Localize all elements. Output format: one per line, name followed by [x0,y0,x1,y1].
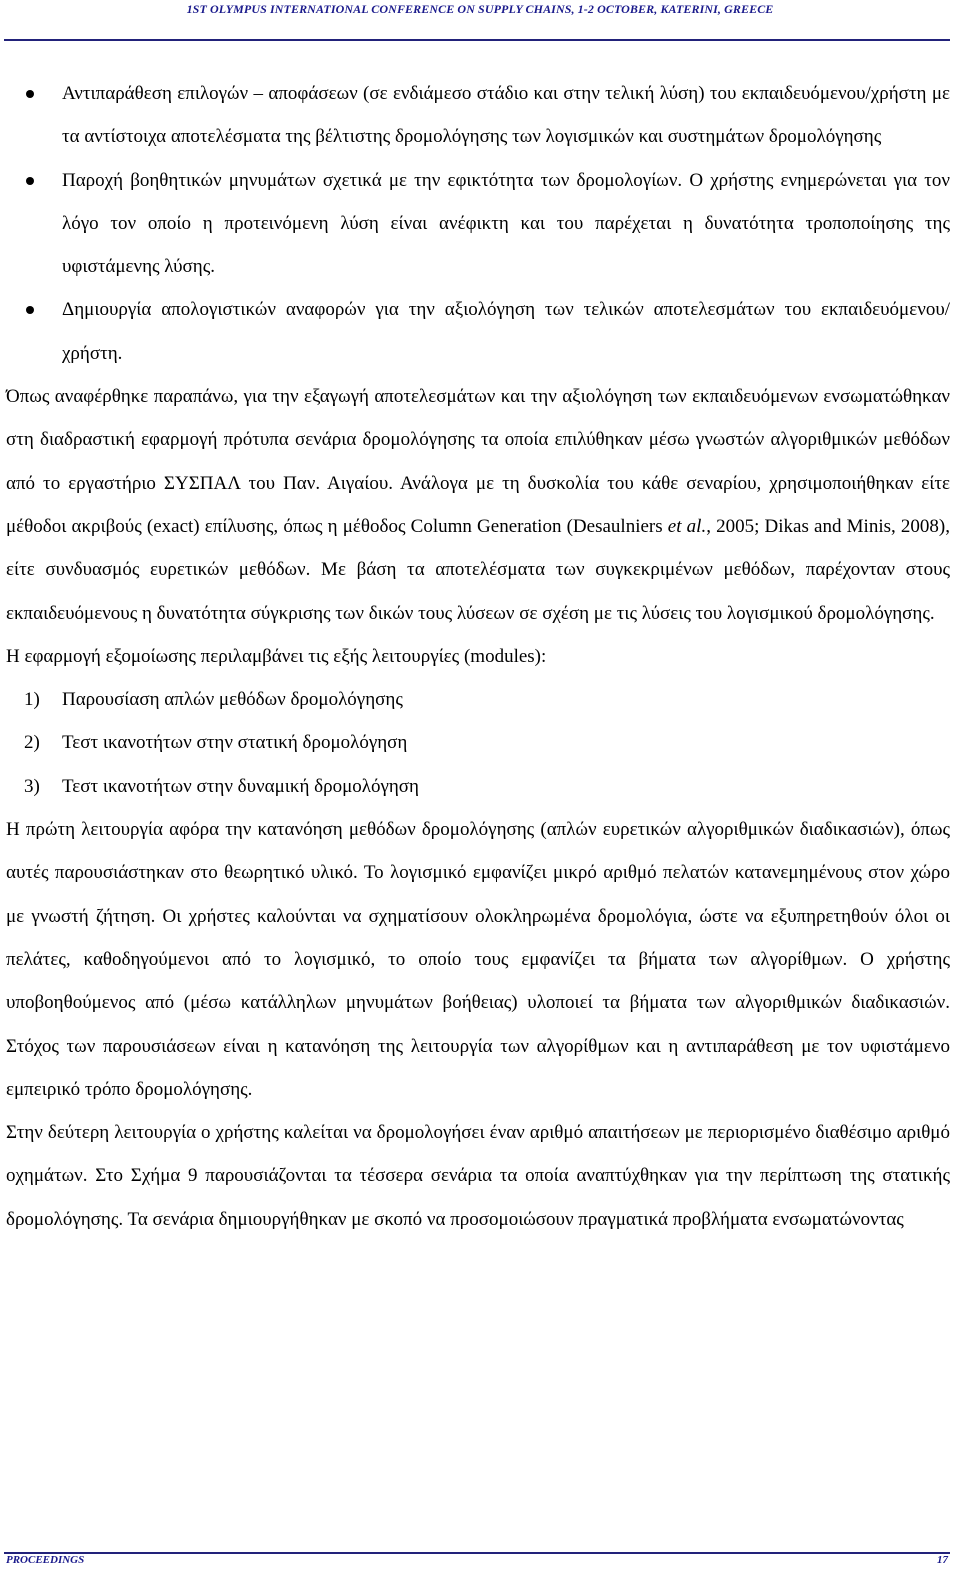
list-item [6,72,950,159]
bullet-icon [26,177,34,185]
page-number: 17 [937,1554,948,1566]
page-footer [0,1552,960,1581]
item-text: Τεστ ικανοτήτων στην δυναμική δρομολόγηση [62,775,419,797]
bullet-text: Δημιουργία απολογιστικών αναφορών για την αξιολόγηση των τελικών αποτελεσμάτων του εκπαιδευόμενου/χρήστη. [62,299,950,364]
paragraph-evaluation [6,375,950,635]
modules-intro: Η εφαρμογή εξομοίωσης περιλαμβάνει τις εξής λειτουργίες (modules): [6,645,547,667]
page-body [6,72,950,1241]
list-item [6,159,950,289]
page-header [0,0,960,44]
bullet-text: Παροχή βοηθητικών μηνυμάτων σχετικά με την εφικτότητα των δρομολογίων. Ο χρήστης ενημερώνεται για τον λόγο τον οποίο η προτεινόμενη λύση είναι ανέφικτη και του παρέχεται η δυνατότητα τροποποίησης της υφιστάμενης λύσης. [62,169,950,278]
paragraph-text: , 2005; Dikas and Minis, 2008), είτε συνδυασμός ευρετικών μεθόδων. Με βάση τα αποτελέσματα των συγκεκριμένων μεθόδων, παρέχονταν στους εκπαιδευόμενους η δυνατότητα σύγκρισης των δικών τους λύσεων σε σχέση με τις λύσεις του λογισμικού δρομολόγησης. [6,515,950,624]
list-item [6,678,950,721]
item-number: 1) [24,689,40,711]
footer-proceedings: PROCEEDINGS [6,1554,85,1566]
list-item [6,721,950,764]
paragraph-first-module: Η πρώτη λειτουργία αφόρα την κατανόηση μεθόδων δρομολόγησης (απλών ευρετικών αλγοριθμικών διαδικασιών), όπως αυτές παρουσιάστηκαν στο θεωρητικό υλικό. Το λογισμικό εμφανίζει μικρό αριθμό πελατών κατανεμημένους στον χώρο με γνωστή ζήτηση. Οι χρήστες καλούνται να σχηματίσουν ολοκληρωμένα δρομολόγια, ώστε να εξυπηρετηθούν όλοι οι πελάτες, καθοδηγούμενοι από το λογισμικό, το οποίο τους εμφανίζει τα βήματα των αλγορίθμων. Ο χρήστης υποβοηθούμενος από (μέσω κατάλληλων μηνυμάτων βοήθειας) υλοποιεί τα βήματα των αλγοριθμικών διαδικασιών. Στόχος των παρουσιάσεων είναι η κατανόηση της λειτουργία των αλγορίθμων και η αντιπαράθεση με τον υφιστάμενο εμπειρικό τρόπο δρομολόγησης. [6,819,950,1100]
bullet-icon [26,90,34,98]
footer-rule [4,1552,950,1554]
list-item [6,765,950,808]
list-item [6,288,950,375]
bullet-text: Αντιπαράθεση επιλογών – αποφάσεων (σε ενδιάμεσο στάδιο και στην τελική λύση) του εκπαιδευόμενου/χρήστη με τα αντίστοιχα αποτελέσματα της βέλτιστης δρομολόγησης των λογισμικών και συστημάτων δρομολόγησης [62,83,950,148]
bullet-icon [26,306,34,314]
item-number: 2) [24,732,40,754]
item-number: 3) [24,775,40,797]
paragraph-text: Όπως αναφέρθηκε παραπάνω, για την εξαγωγή αποτελεσμάτων και την αξιολόγηση των εκπαιδευόμενων ενσωματώθηκαν στη διαδραστική εφαρμογή πρότυπα σενάρια δρομολόγησης τα οποία επιλύθηκαν μέσω γνωστών αλγοριθμικών μεθόδων από το εργαστήριο ΣΥΣΠΑΛ του Παν. Αιγαίου. Ανάλογα με τη δυσκολία του κάθε σεναρίου, χρησιμοποιήθηκαν είτε μέθοδοι ακριβούς (exact) επίλυσης, όπως η μέθοδος Column Generation (Desaulniers [6,386,950,537]
header-rule [4,39,950,41]
conference-title: 1ST OLYMPUS INTERNATIONAL CONFERENCE ON SUPPLY CHAINS, 1-2 OCTOBER, KATERINI, GREECE [186,2,774,16]
paragraph-second-module: Στην δεύτερη λειτουργία ο χρήστης καλείται να δρομολογήσει έναν αριθμό απαιτήσεων με περιορισμένο διαθέσιμο αριθμό οχημάτων. Στο Σχήμα 9 παρουσιάζονται τα τέσσερα σενάρια τα οποία αναπτύχθηκαν για την περίπτωση της στατικής δρομολόγησης. Τα σενάρια δημιουργήθηκαν με σκοπό να προσομοιώσουν πραγματικά προβλήματα ενσωματώνοντας [6,1122,950,1230]
modules-list [6,678,950,808]
bullet-list [6,72,950,375]
citation-et-al: et al. [667,515,707,537]
item-text: Τεστ ικανοτήτων στην στατική δρομολόγηση [62,732,408,754]
item-text: Παρουσίαση απλών μεθόδων δρομολόγησης [62,689,403,711]
